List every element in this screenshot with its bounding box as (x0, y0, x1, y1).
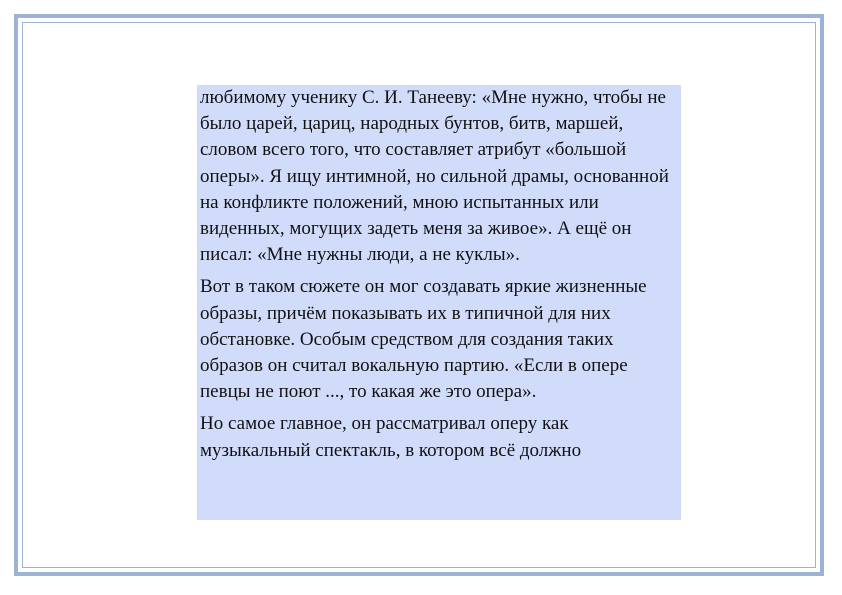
paragraph-3: Но самое главное, он рассматривал оперу как музыкальный спектакль, в котором всё должно (200, 413, 582, 461)
text-block (197, 85, 681, 520)
paragraph-2: Вот в таком сюжете он мог создавать яркие жизненные образы, причём показывать их в типичной для них обстановке. Особым средством для создания таких образов он считал вокальную партию. «Если в опере певцы не поют ..., то какая же это опера». (200, 276, 647, 403)
paragraph-1: любимому ученику С. И. Танееву: «Мне нужно, чтобы не было царей, цариц, народных бунтов, битв, маршей, словом всего того, что составляет атрибут «большой оперы». Я ищу интимной, но сильной драмы, основанной на конфликте положений, мною испытанных или виденных, могущих задеть меня за живое». А ещё он писал: «Мне нужны люди, а не куклы». (200, 87, 669, 266)
